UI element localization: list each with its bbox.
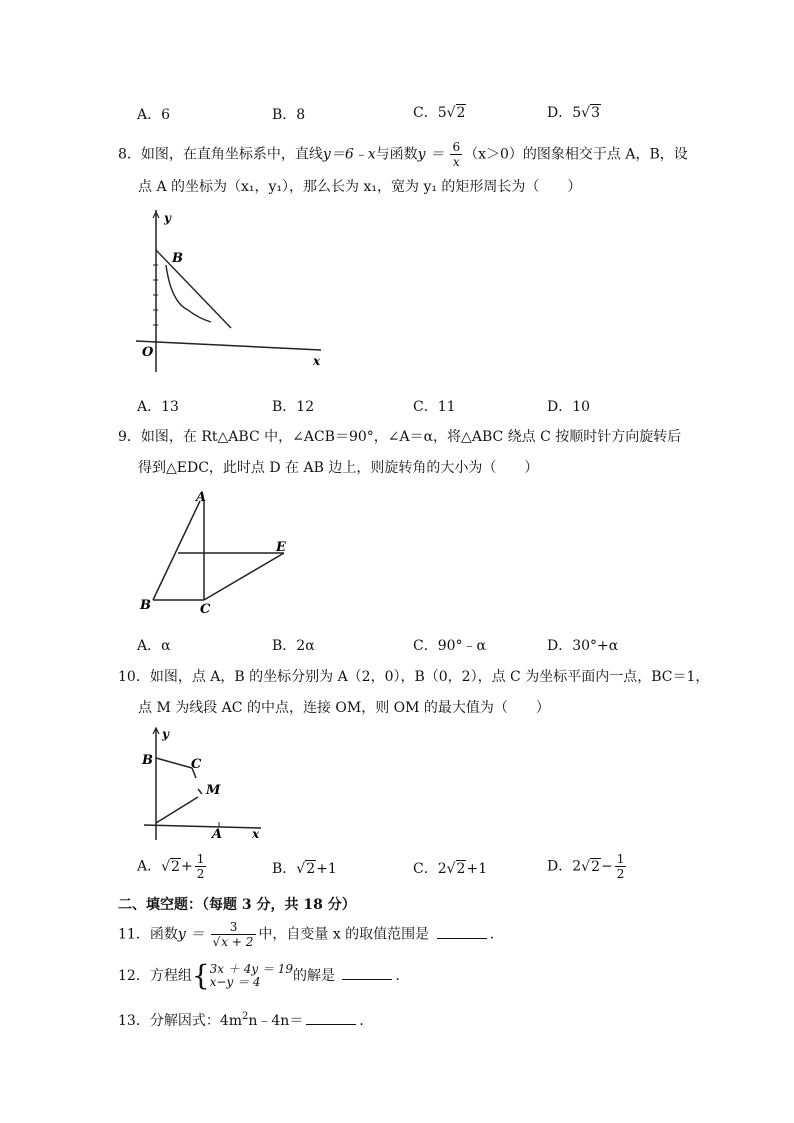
q10-line1: 10．如图，点 A，B 的坐标分别为 A（2，0），B（0，2），点 C 为坐标平面内一点，BC＝1，	[118, 669, 710, 685]
brace-icon: {	[191, 959, 210, 992]
q9-option-a: A．α	[137, 638, 171, 654]
q10-label-c: C	[191, 757, 202, 772]
q9-option-c: C．90°﹣α	[413, 638, 486, 654]
q9-label-b: B	[140, 598, 151, 613]
q10-option-a: A．√2+ $\frac{1}{2}$	[137, 852, 205, 881]
q10-label-a: A	[212, 827, 223, 842]
q7-option-b: B．8	[272, 107, 306, 123]
q13-answer-blank[interactable]	[306, 1012, 356, 1025]
q8-fraction: $\frac{6}{x}$	[452, 140, 461, 169]
q9-option-b: B．2α	[272, 638, 315, 654]
q10-label-m: M	[206, 783, 221, 798]
q9-label-e: E	[276, 540, 286, 555]
q10-label-b: B	[142, 753, 153, 768]
q9-label-a: A	[196, 490, 207, 505]
q9-line1: 9．如图，在 Rt△ABC 中，∠ACB＝90°，∠A＝α，将△ABC 绕点 C 按顺时针方向旋转后	[118, 429, 682, 445]
q11-line: 11．函数y ＝ $\frac{3}{√x + 2}$ 中，自变量 x 的取值范围是 ．	[118, 920, 504, 949]
q8-line1: 8．如图，在直角坐标系中，直线y＝6﹣x与函数y ＝ $\frac{6}{x}$ （x＞0）的图象相交于点 A，B，设	[118, 140, 688, 169]
q9-figure	[136, 487, 296, 617]
q12-line: 12．方程组{ 3x ＋ 4y ＝ 19 x−y ＝ 4 的解是 ．	[118, 959, 410, 992]
q8-label-y: y	[164, 211, 171, 225]
q7-option-d: D．5√3	[547, 105, 600, 121]
q11-fraction: $\frac{3}{√x + 2}$	[211, 920, 257, 949]
q9-line2: 得到△EDC，此时点 D 在 AB 边上，则旋转角的大小为（ ）	[138, 460, 539, 476]
q10-option-d: D．2√2− $\frac{1}{2}$	[547, 852, 625, 881]
q10-line2: 点 M 为线段 AC 的中点，连接 OM，则 OM 的最大值为（ ）	[138, 700, 550, 716]
q8-label-x: x	[313, 354, 321, 368]
q10-option-b: B．√2+1	[272, 861, 337, 877]
q10-label-y: y	[162, 727, 169, 741]
q13-line: 13．分解因式：$4m^2n﹣4n=$ ．	[118, 1011, 374, 1029]
section2-title: 二、填空题：（每题 3 分，共 18 分）	[118, 897, 356, 913]
q7-option-a: A．6	[137, 107, 171, 123]
q8-line2: 点 A 的坐标为（x₁，y₁），那么长为 x₁，宽为 y₁ 的矩形周长为（ ）	[138, 179, 582, 195]
q7-option-c: C．5√2	[413, 105, 466, 121]
q8-label-o: O	[142, 345, 154, 360]
q8-option-c: C．11	[413, 399, 456, 415]
q8-option-a: A．13	[137, 399, 179, 415]
q9-label-c: C	[200, 602, 211, 617]
q10-option-c: C．2√2+1	[413, 861, 488, 877]
q11-answer-blank[interactable]	[437, 926, 487, 939]
q10-label-x: x	[252, 827, 260, 841]
q8-figure	[136, 210, 336, 372]
q8-option-d: D．10	[547, 399, 591, 415]
q10-figure	[136, 722, 266, 844]
q12-answer-blank[interactable]	[342, 967, 392, 980]
q8-label-b: B	[172, 251, 183, 266]
q8-option-b: B．12	[272, 399, 315, 415]
q9-option-d: D．30°+α	[547, 638, 619, 654]
